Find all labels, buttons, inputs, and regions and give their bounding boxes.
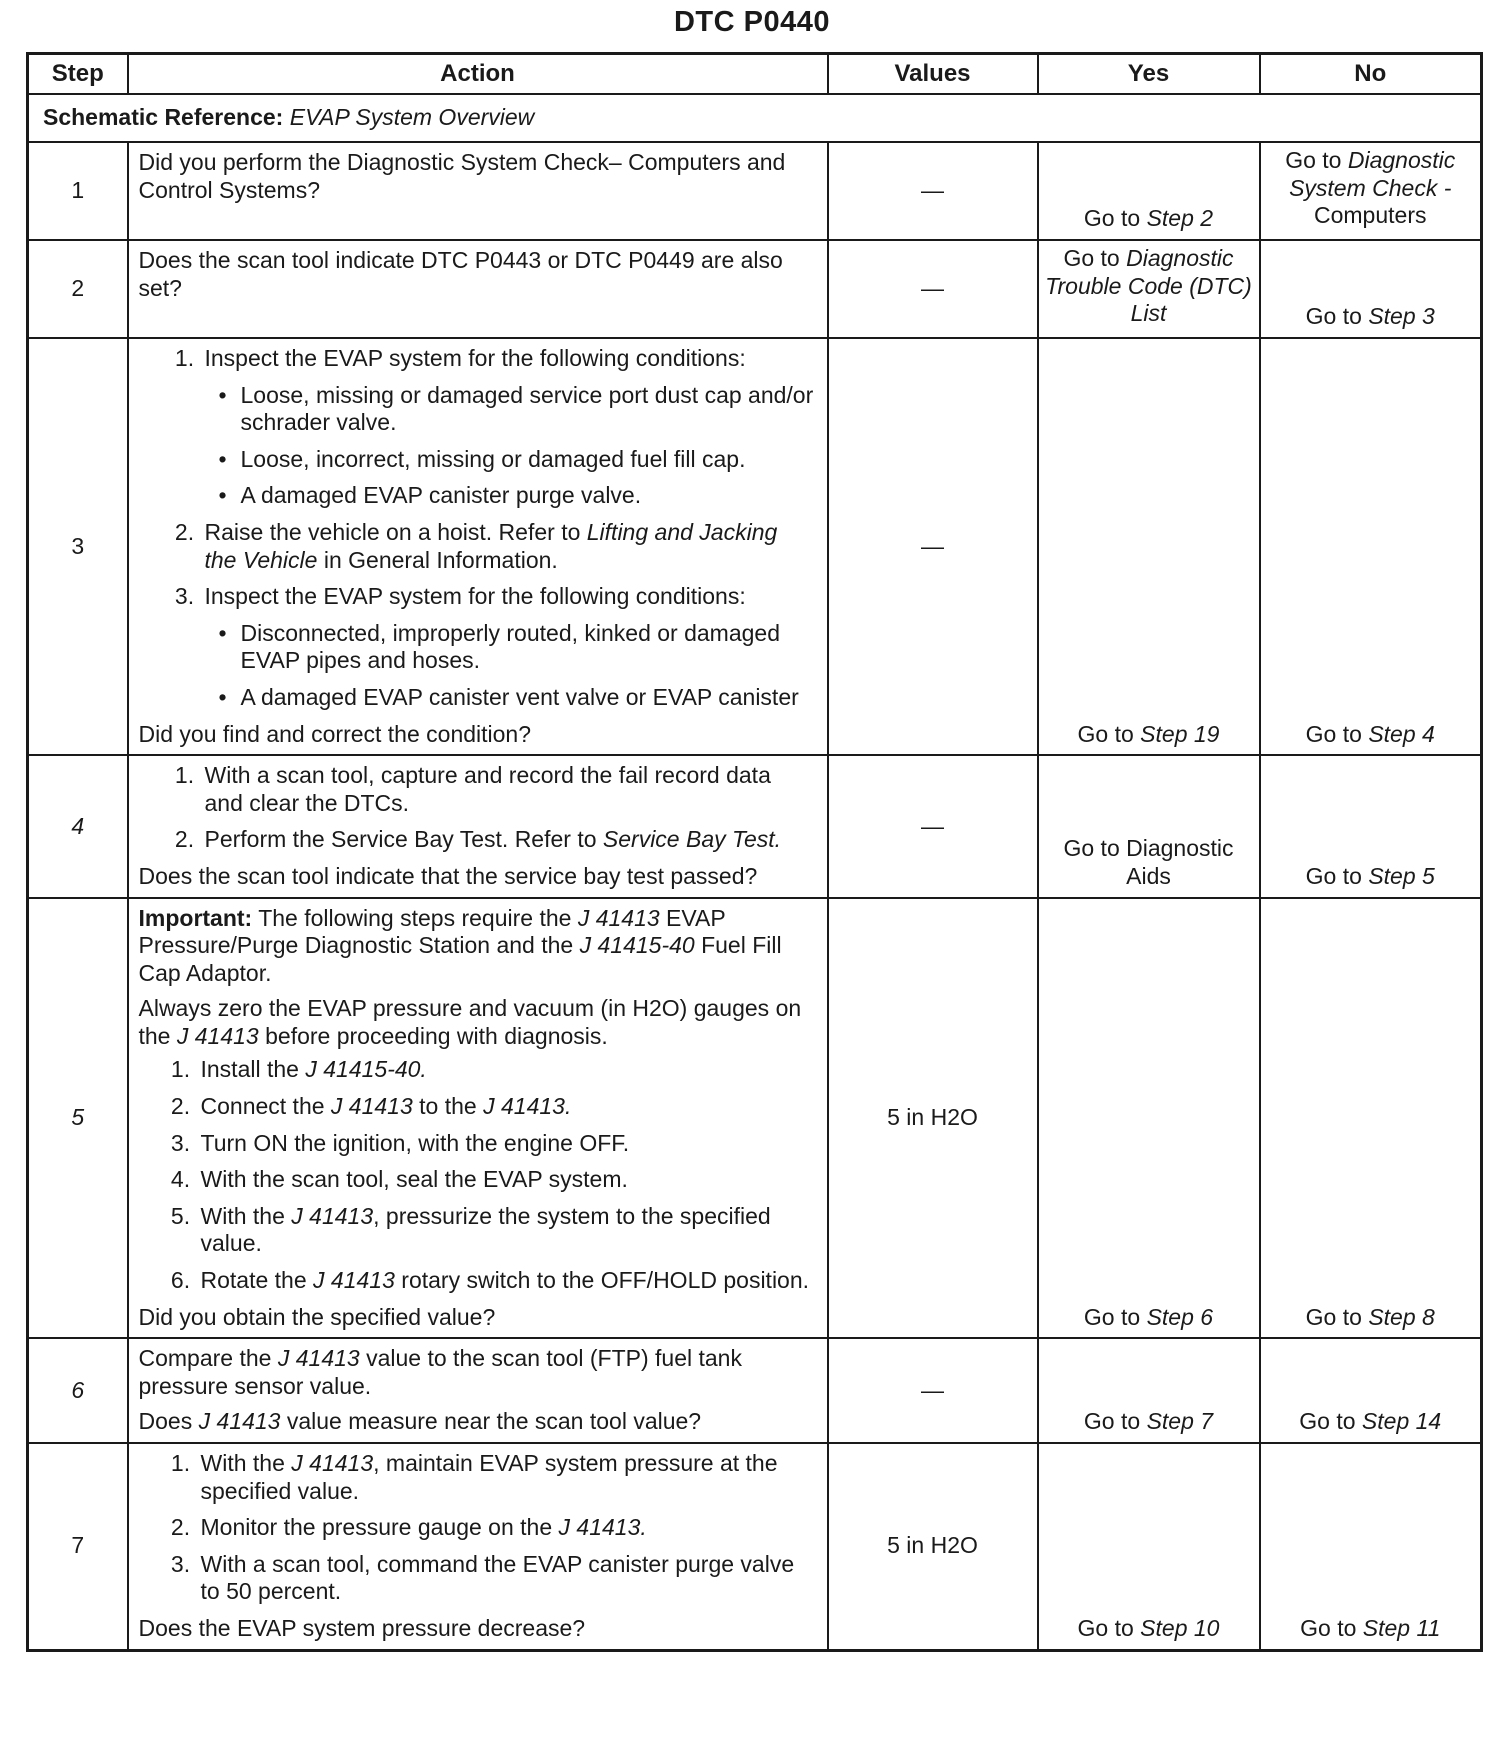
no-cell	[1260, 142, 1482, 240]
yes-cell	[1038, 755, 1260, 897]
value-cell: 5 in H2O	[828, 1443, 1038, 1650]
action-cell	[128, 142, 828, 240]
header-no: No	[1260, 54, 1482, 95]
important-label: Important:	[138, 904, 253, 931]
step-number: 1	[28, 142, 128, 240]
no-prefix: Go to	[1300, 1614, 1363, 1641]
no-prefix: Go to	[1305, 720, 1369, 747]
yes-cell	[1038, 1338, 1260, 1443]
yes-cell	[1038, 240, 1260, 338]
reference-link[interactable]: Lifting and Jacking the Vehicle	[204, 518, 778, 573]
no-link[interactable]: Diagnostic System Check -	[1289, 147, 1456, 201]
zero-gauges-note	[139, 995, 815, 1050]
no-cell	[1260, 1443, 1482, 1650]
action-question: Does the scan tool indicate DTC P0443 or DTC P0449 are also set?	[138, 247, 783, 301]
procedure-text: to the	[412, 1093, 484, 1120]
table-row	[28, 142, 1482, 240]
procedure-item	[197, 1056, 815, 1084]
note-text: Fuel Fill Cap Adaptor.	[138, 932, 782, 986]
no-prefix: Go to	[1285, 147, 1348, 173]
schematic-value: EVAP System Overview	[289, 104, 535, 131]
no-suffix: Computers	[1314, 202, 1427, 229]
condition-list	[205, 382, 815, 510]
procedure-list	[139, 1450, 815, 1606]
yes-cell	[1038, 898, 1260, 1339]
procedure-text: With the	[200, 1202, 292, 1229]
procedure-item	[197, 1450, 815, 1505]
procedure-text: Monitor the pressure gauge on the	[200, 1514, 559, 1541]
action-cell	[128, 240, 828, 338]
question-text: Does	[138, 1408, 199, 1435]
yes-cell	[1038, 1443, 1260, 1650]
table-row	[28, 755, 1482, 897]
action-question	[139, 1408, 815, 1436]
procedure-list	[139, 345, 815, 712]
important-note	[139, 905, 815, 988]
tool-reference: J 41413	[330, 1093, 413, 1120]
no-cell	[1260, 240, 1482, 338]
no-link[interactable]: Step 8	[1368, 1303, 1435, 1330]
procedure-item	[201, 519, 815, 574]
table-row	[28, 240, 1482, 338]
condition-list	[205, 620, 815, 712]
tool-reference: J 41415-40.	[305, 1056, 427, 1083]
header-yes: Yes	[1038, 54, 1260, 95]
instruction-text: value to the scan tool (FTP) fuel tank pressure sensor value.	[138, 1345, 742, 1399]
action-question: Did you perform the Diagnostic System Check– Computers and Control Systems?	[138, 149, 786, 203]
action-instruction	[139, 1345, 815, 1400]
step-number: 3	[28, 338, 128, 755]
procedure-text: rotary switch to the OFF/HOLD position.	[394, 1267, 810, 1294]
procedure-item: 1. With a scan tool, capture and record the fail record data and clear the DTCs.	[201, 762, 815, 817]
procedure-item	[197, 1267, 815, 1295]
step-number: 6	[28, 1338, 128, 1443]
procedure-item	[201, 583, 815, 711]
no-cell	[1260, 755, 1482, 897]
action-cell	[128, 1338, 828, 1443]
note-text: EVAP Pressure/Purge Diagnostic Station and the	[138, 904, 726, 959]
yes-prefix: Go to	[1083, 1408, 1147, 1435]
value-cell: —	[828, 1338, 1038, 1443]
procedure-item	[197, 1514, 815, 1542]
no-cell	[1260, 338, 1482, 755]
yes-link[interactable]: Step 10	[1140, 1614, 1220, 1641]
action-cell	[128, 898, 828, 1339]
no-link[interactable]: Step 3	[1368, 303, 1435, 330]
tool-reference: J 41413.	[483, 1093, 572, 1120]
procedure-text: Install the	[200, 1056, 306, 1083]
no-cell	[1260, 898, 1482, 1339]
no-cell	[1260, 1338, 1482, 1443]
tool-reference: J 41413	[277, 1345, 360, 1372]
no-prefix: Go to	[1305, 862, 1369, 889]
no-link[interactable]: Step 11	[1362, 1614, 1441, 1641]
table-header-row	[28, 54, 1482, 95]
procedure-item	[197, 1093, 815, 1121]
schematic-label: Schematic Reference:	[43, 104, 284, 131]
no-link[interactable]: Step 14	[1361, 1408, 1442, 1435]
action-cell	[128, 755, 828, 897]
procedure-item	[201, 826, 815, 854]
procedure-text: , pressurize the system to the specified value.	[200, 1202, 771, 1257]
reference-link[interactable]: Service Bay Test.	[602, 826, 782, 853]
action-question: Did you obtain the specified value?	[138, 1303, 496, 1330]
yes-link[interactable]: Step 6	[1146, 1303, 1214, 1330]
procedure-text: , maintain EVAP system pressure at the specified value.	[200, 1450, 778, 1504]
action-question: Does the EVAP system pressure decrease?	[138, 1614, 586, 1641]
tool-reference: J 41413	[313, 1267, 395, 1294]
procedure-item	[197, 1203, 815, 1258]
procedure-item: 3. With a scan tool, command the EVAP canister purge valve to 50 percent.	[197, 1551, 815, 1606]
table-row	[28, 898, 1482, 1339]
yes-link[interactable]: Step 7	[1146, 1408, 1214, 1435]
condition-item: • Loose, incorrect, missing or damaged fuel fill cap.	[241, 446, 815, 474]
tool-reference: J 41413	[291, 1450, 374, 1476]
schematic-reference	[28, 94, 1482, 142]
step-number: 2	[28, 240, 128, 338]
tool-reference: J 41413	[577, 904, 660, 931]
procedure-list	[139, 762, 815, 854]
table-row	[28, 1338, 1482, 1443]
action-cell	[128, 338, 828, 755]
tool-reference: J 41413	[198, 1408, 281, 1435]
condition-item: • Loose, missing or damaged service port dust cap and/or schrader valve.	[241, 382, 815, 437]
procedure-item: 3. Turn ON the ignition, with the engine OFF.	[197, 1130, 815, 1158]
step-number: 5	[28, 898, 128, 1339]
yes-prefix: Go to	[1083, 205, 1147, 232]
condition-item: • A damaged EVAP canister vent valve or EVAP canister	[241, 684, 815, 712]
no-link[interactable]: Step 4	[1368, 720, 1435, 747]
page-title: DTC P0440	[673, 6, 830, 38]
yes-prefix: Go to	[1077, 720, 1141, 747]
procedure-text: Rotate the	[200, 1267, 314, 1294]
header-values: Values	[828, 54, 1038, 95]
value-cell: 5 in H2O	[828, 898, 1038, 1339]
instruction-text: Compare the	[138, 1345, 278, 1372]
tool-reference: J 41413	[176, 1022, 259, 1049]
action-cell	[128, 1443, 828, 1650]
diagnostic-table	[26, 52, 1483, 1652]
procedure-text: Inspect the EVAP system for the following conditions:	[204, 345, 746, 371]
note-text: The following steps require the	[252, 904, 578, 931]
procedure-text: Perform the Service Bay Test. Refer to	[204, 826, 603, 853]
note-text: before proceeding with diagnosis.	[258, 1022, 608, 1049]
procedure-text: in General Information.	[317, 546, 558, 573]
value-cell: —	[828, 142, 1038, 240]
yes-link[interactable]: Diagnostic Trouble Code (DTC) List	[1045, 245, 1252, 327]
yes-cell	[1038, 338, 1260, 755]
procedure-text: Inspect the EVAP system for the following conditions:	[204, 583, 746, 610]
procedure-text: Raise the vehicle on a hoist. Refer to	[204, 518, 587, 545]
yes-link[interactable]: Go to Diagnostic Aids	[1063, 835, 1234, 889]
yes-prefix: Go to	[1083, 1303, 1147, 1330]
condition-item: • Disconnected, improperly routed, kinked or damaged EVAP pipes and hoses.	[241, 620, 815, 675]
step-number: 7	[28, 1443, 128, 1650]
step-number: 4	[28, 755, 128, 897]
no-prefix: Go to	[1305, 303, 1369, 330]
procedure-text: Connect the	[200, 1093, 331, 1120]
header-action: Action	[128, 54, 828, 95]
question-text: value measure near the scan tool value?	[280, 1408, 702, 1435]
table-row	[28, 1443, 1482, 1650]
no-prefix: Go to	[1305, 1303, 1369, 1330]
condition-item: • A damaged EVAP canister purge valve.	[241, 482, 815, 510]
procedure-item: 4. With the scan tool, seal the EVAP system.	[197, 1166, 815, 1194]
no-link[interactable]: Step 5	[1368, 862, 1435, 889]
tool-reference: J 41415-40	[579, 932, 695, 959]
tool-reference: J 41413.	[558, 1514, 647, 1541]
yes-prefix: Go to	[1077, 1614, 1141, 1641]
yes-link[interactable]: Step 2	[1146, 205, 1214, 232]
value-cell: —	[828, 240, 1038, 338]
schematic-reference-row	[28, 94, 1482, 142]
action-question: Does the scan tool indicate that the service bay test passed?	[138, 862, 758, 889]
tool-reference: J 41413	[291, 1202, 374, 1229]
table-row	[28, 338, 1482, 755]
procedure-text: With the	[200, 1450, 292, 1476]
no-prefix: Go to	[1299, 1408, 1362, 1435]
action-question: Did you find and correct the condition?	[138, 720, 532, 747]
yes-link[interactable]: Step 19	[1140, 720, 1220, 747]
note-text: Always zero the EVAP pressure and vacuum (in H2O) gauges on the	[138, 995, 802, 1049]
yes-prefix: Go to	[1063, 245, 1127, 271]
procedure-item	[201, 345, 815, 510]
procedure-list	[139, 1056, 815, 1294]
yes-cell	[1038, 142, 1260, 240]
header-step: Step	[28, 54, 128, 95]
value-cell: —	[828, 755, 1038, 897]
value-cell: —	[828, 338, 1038, 755]
